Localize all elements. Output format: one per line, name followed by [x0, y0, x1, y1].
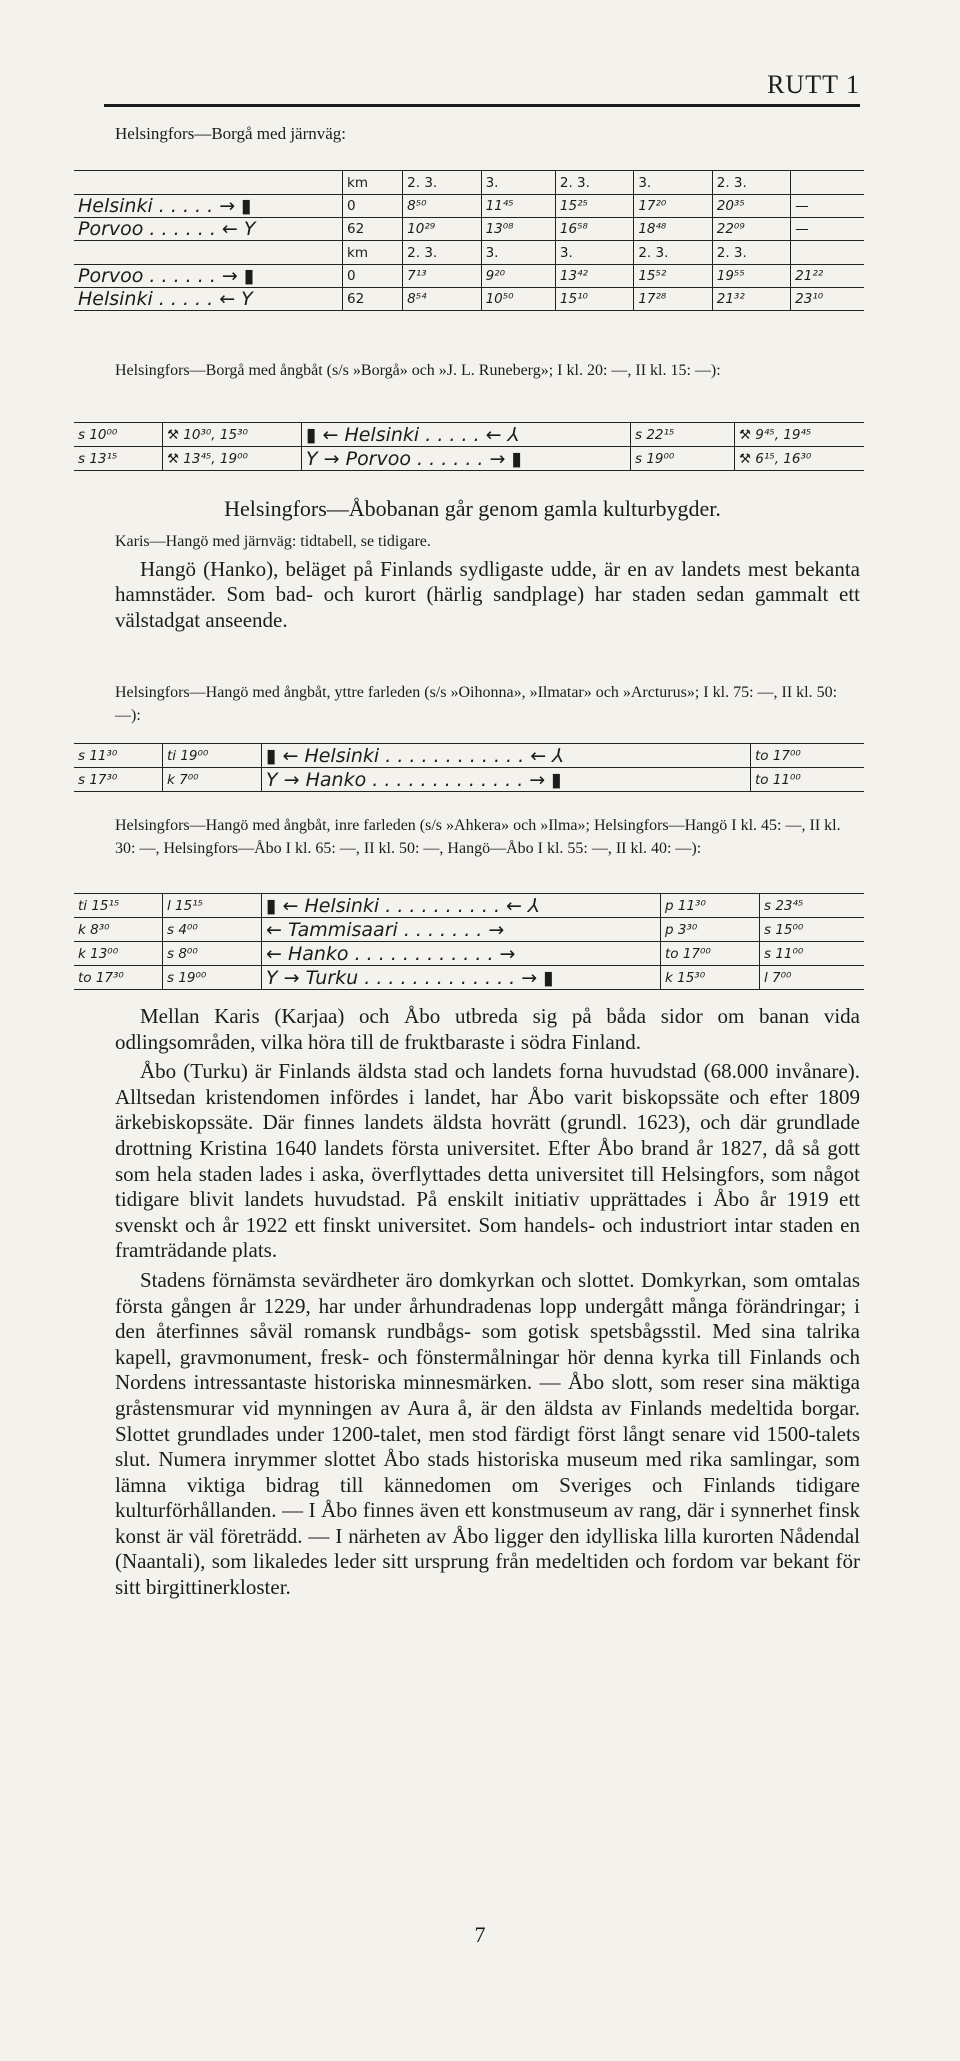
table-row: s 11³⁰ ti 19⁰⁰ ▮ ← Helsinki . . . . . . . . . . . . ← ⅄ to 17⁰⁰ — [74, 744, 864, 768]
arrival-icon: Y — [241, 288, 253, 310]
table-row: to 17³⁰ s 19⁰⁰ Y → Turku . . . . . . . . . . . . . → ▮ k 15³⁰ l 7⁰⁰ — [74, 966, 864, 990]
boat1-title: Helsingfors—Borgå med ångbåt (s/s »Borgå» och »J. L. Runeberg»; I kl. 20: —, II kl. 15: —): — [115, 362, 721, 379]
boat3-title: Helsingfors—Hangö med ångbåt, inre farleden (s/s »Ahkera» och »Ilma»; Helsingfors—Hangö I kl. 45: —, II kl. 30: —, Helsingfors—Åbo I kl. 65: —, II kl. 50: —, Hangö—Åbo I kl. 55: —, II kl. 40: —): — [115, 817, 841, 857]
boat1-timetable — [74, 422, 864, 471]
section-heading: Helsingfors—Åbobanan går genom gamla kulturbygder. — [224, 496, 721, 521]
table-row: Porvoo . . . . . . ← Y 62 10²⁹ 13⁰⁸ 16⁵⁸ 18⁴⁸ 22⁰⁹ — — [74, 218, 864, 241]
boat3-timetable — [74, 893, 864, 990]
rail-title: Helsingfors—Borgå med järnväg: — [115, 124, 347, 143]
table-row: k 13⁰⁰ s 8⁰⁰ ← Hanko . . . . . . . . . . . . → to 17⁰⁰ s 11⁰⁰ — [74, 942, 864, 966]
page-number: 7 — [474, 1922, 486, 1947]
table-row: s 13¹⁵ ⚒ 13⁴⁵, 19⁰⁰ Y → Porvoo . . . . . . → ▮ s 19⁰⁰ ⚒ 6¹⁵, 16³⁰ — [74, 447, 864, 471]
table-row: Helsinki . . . . . → ▮ 0 8⁵⁰ 11⁴⁵ 15²⁵ 17²⁰ 20³⁵ — — [74, 195, 864, 218]
table-row: Helsinki . . . . . ← Y 62 8⁵⁴ 10⁵⁰ 15¹⁰ 17²⁸ 21³² 23¹⁰ — [74, 288, 864, 311]
col-head: km — [343, 171, 403, 195]
table-row: k 8³⁰ s 4⁰⁰ ← Tammisaari . . . . . . . → p 3³⁰ s 15⁰⁰ — [74, 918, 864, 942]
route-label: RUTT 1 — [767, 70, 860, 99]
table-row: ti 15¹⁵ l 15¹⁵ ▮ ← Helsinki . . . . . . . . . . ← ⅄ p 11³⁰ s 23⁴⁵ — [74, 894, 864, 918]
table-row: s 17³⁰ k 7⁰⁰ Y → Hanko . . . . . . . . . . . . . → ▮ to 11⁰⁰ — [74, 768, 864, 792]
train-icon: ▮ — [241, 195, 252, 217]
karis-paragraph: Mellan Karis (Karjaa) och Åbo utbreda sig på båda sidor om banan vida odlingsområden, vilka höra till de fruktbaraste i södra Finland. — [115, 1004, 860, 1054]
section-note: Karis—Hangö med järnväg: tidtabell, se tidigare. — [115, 532, 431, 550]
boat2-title: Helsingfors—Hangö med ångbåt, yttre farleden (s/s »Oihonna», »Ilmatar» och »Arcturus»; I kl. 75: —, II kl. 50: —): — [115, 684, 838, 724]
boat2-timetable — [74, 743, 864, 792]
abo-paragraph: Åbo (Turku) är Finlands äldsta stad och landets forna huvudstad (68.000 invånare). Alltsedan kristendomen infördes i landet, har Åbo varit biskopssäte och efter 1809 ärkebiskopssäte. Där finnes landets äldsta hovrätt (grundl. 1623), och där grundlade drottning Kristina 1640 landets första universitet. Efter Åbo brand år 1827, då så gott som hela staden lades i aska, överflyttades detta universitet till Helsingfors, som något tidigare blivit landets huvudstad. På enskilt initiativ upprättades i Åbo år 1919 ett svenskt och år 1922 ett finskt universitet. Som handels- och industriort intar staden en framträdande plats. — [115, 1059, 860, 1263]
arrival-icon: Y — [243, 218, 256, 240]
table-row: Porvoo . . . . . . → ▮ 0 7¹³ 9²⁰ 13⁴² 15⁵² 19⁵⁵ 21²² — [74, 265, 864, 288]
train-icon: ▮ — [243, 265, 255, 287]
table-row: s 10⁰⁰ ⚒ 10³⁰, 15³⁰ ▮ ← Helsinki . . . . . ← ⅄ s 22¹⁵ ⚒ 9⁴⁵, 19⁴⁵ — [74, 423, 864, 447]
hango-paragraph: Hangö (Hanko), beläget på Finlands sydligaste udde, är en av landets mest bekanta hamnstäder. Som bad- och kurort (härlig sandplage) har staden sedan gammalt ett välstadgat anseende. — [115, 556, 860, 632]
sights-paragraph: Stadens förnämsta sevärdheter äro domkyrkan och slottet. Domkyrkan, som omtalas första gången år 1229, har under århundradenas lopp undergått många förändringar; i den återfinnes såväl romansk rundbågs- som gotisk spetsbågsstil. Med sina talrika kapell, gravmonument, fresk- och fönstermålningar hör denna kyrka till Finlands och Nordens intressantaste historiska minnesmärken. — Åbo slott, som reser sina mäktiga gråstensmurar vid mynningen av Aura å, är den äldsta av Finlands medeltida borgar. Slottet grundlades under 1200-talet, men stod färdigt först långt senare vid 1500-talets slut. Numera inrymmer slottet Åbo stads historiska museum med rika samlingar, som lämna viktiga bidrag till kännedomen om Sveriges och Finlands tidigare kulturförhållanden. — I Åbo finnes även ett konstmuseum av rang, där i synnerhet finsk konst är väl företrädd. — I närheten av Åbo ligger den idylliska lilla kurorten Nådendal (Naantali), som likaledes leder sitt ursprung från medeltiden och fordom var bekant för sitt birgittinerkloster. — [115, 1267, 860, 1600]
rail-timetable: km 2. 3. 3. 2. 3. 3. 2. 3. Helsinki . . . . . → ▮ 0 8⁵⁰ 11⁴⁵ 15²⁵ 17²⁰ 20³⁵ — Porvoo . . . . . . ← Y 62 10²⁹ 13⁰⁸ 16⁵⁸ 18⁴⁸ 22⁰⁹ — km 2. 3. 3. 3. 2. 3. 2. 3. Porvoo . . . . . . → ▮ 0 7¹³ 9²⁰ 13⁴² 15⁵² 19⁵⁵ 21²² Helsinki . . . . . ← Y 62 8⁵⁴ 10⁵⁰ 15¹⁰ 17²⁸ 21³² 23¹⁰ — [74, 170, 864, 311]
running-header — [104, 62, 860, 107]
